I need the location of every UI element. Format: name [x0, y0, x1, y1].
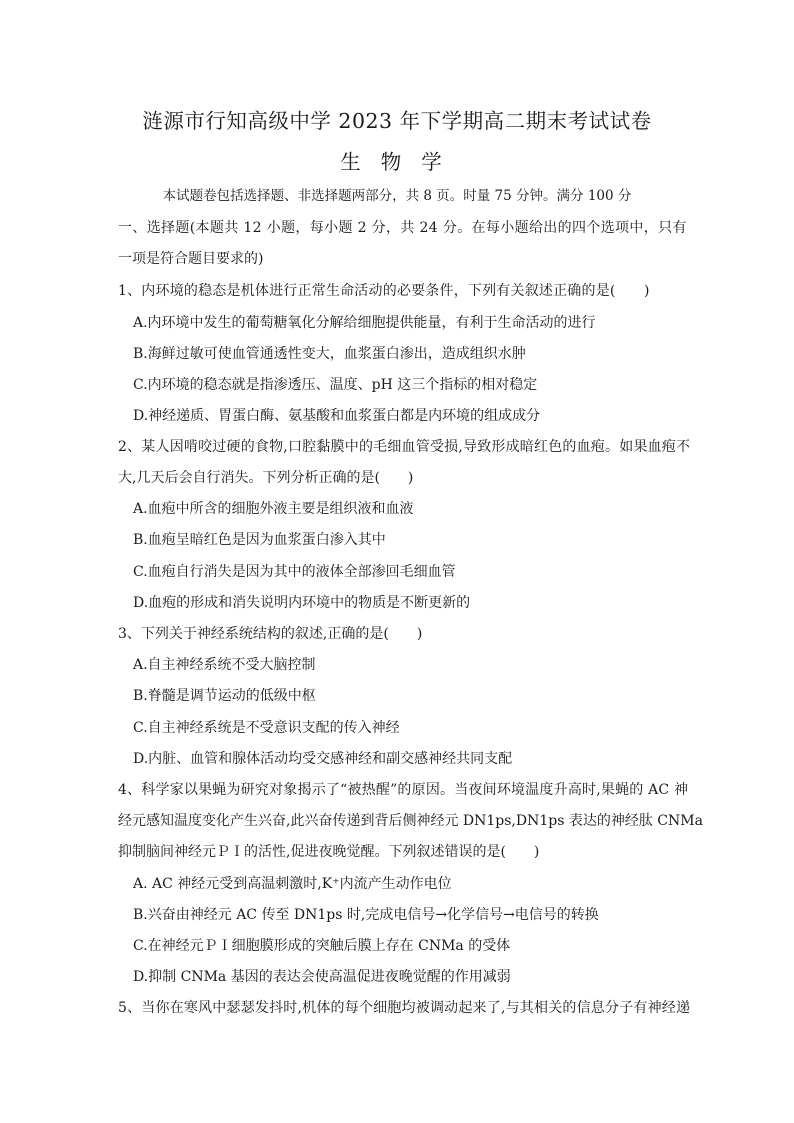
question-4-option-c: C.在神经元ＰＩ细胞膜形成的突触后膜上存在 CNMa 的受体: [133, 938, 511, 954]
exam-title: 涟源市行知高级中学 2023 年下学期高二期末考试试卷: [142, 109, 652, 133]
question-2-option-c: C.血疱自行消失是因为其中的液体全部渗回毛细血管: [133, 564, 456, 580]
question-2-option-a: A.血疱中所含的细胞外液主要是组织液和血液: [133, 501, 414, 517]
question-3-option-d: D.内脏、血管和腺体活动均受交感神经和副交感神经共同支配: [133, 751, 513, 767]
question-5-stem-line-1: 5、当你在寒风中瑟瑟发抖时,机体的每个细胞均被调动起来了,与其相关的信息分子有神经递: [118, 1000, 691, 1016]
question-1-option-c: C.内环境的稳态就是指渗透压、温度、pH 这三个指标的相对稳定: [133, 377, 538, 393]
question-2-option-b: B.血疱呈暗红色是因为血浆蛋白渗入其中: [133, 532, 386, 548]
question-3-option-c: C.自主神经系统是不受意识支配的传入神经: [133, 720, 400, 736]
exam-info: 本试题卷包括选择题、非选择题两部分，共 8 页。时量 75 分钟。满分 100 分: [162, 188, 632, 204]
question-4-stem-line-2: 经元感知温度变化产生兴奋,此兴奋传递到背后侧神经元 DN1ps,DN1ps 表达的神经肽 CNMa: [118, 813, 703, 829]
question-4-stem-line-1: 4、科学家以果蝇为研究对象揭示了“被热醒”的原因。当夜间环境温度升高时,果蝇的 AC 神: [118, 782, 689, 798]
question-4-stem-line-3: 抑制脑间神经元ＰＩ的活性,促进夜晚觉醒。下列叙述错误的是( ): [118, 844, 540, 860]
question-2-stem-line-2: 大,几天后会自行消失。下列分析正确的是( ): [118, 470, 414, 486]
section-heading-line-1: 一、选择题(本题共 12 小题，每小题 2 分，共 24 分。在每小题给出的四个选项中，只有: [118, 220, 687, 236]
question-2-stem-line-1: 2、某人因啃咬过硬的食物,口腔黏膜中的毛细血管受损,导致形成暗红色的血疱。如果血疱不: [118, 439, 691, 455]
question-1-option-a: A.内环境中发生的葡萄糖氧化分解给细胞提供能量，有利于生命活动的进行: [133, 315, 596, 331]
question-3-option-b: B.脊髓是调节运动的低级中枢: [133, 688, 316, 704]
question-2-option-d: D.血疱的形成和消失说明内环境中的物质是不断更新的: [133, 595, 471, 611]
question-4-option-b: B.兴奋由神经元 AC 传至 DN1ps 时,完成电信号→化学信号→电信号的转换: [133, 907, 599, 923]
exam-subject: 生物学: [340, 150, 462, 174]
question-3-option-a: A.自主神经系统不受大脑控制: [133, 657, 316, 673]
section-heading-line-2: 一项是符合题目要求的): [118, 251, 264, 267]
question-4-option-d: D.抑制 CNMa 基因的表达会使高温促进夜晚觉醒的作用减弱: [133, 969, 511, 985]
question-4-option-a: A. AC 神经元受到高温刺激时,K⁺内流产生动作电位: [133, 876, 452, 892]
question-1-stem: 1、内环境的稳态是机体进行正常生命活动的必要条件，下列有关叙述正确的是( ): [118, 283, 650, 299]
question-1-option-b: B.海鲜过敏可使血管通透性变大，血浆蛋白渗出，造成组织水肿: [133, 346, 526, 362]
question-3-stem: 3、下列关于神经系统结构的叙述,正确的是( ): [118, 626, 423, 642]
question-1-option-d: D.神经递质、胃蛋白酶、氨基酸和血浆蛋白都是内环境的组成成分: [133, 408, 541, 424]
